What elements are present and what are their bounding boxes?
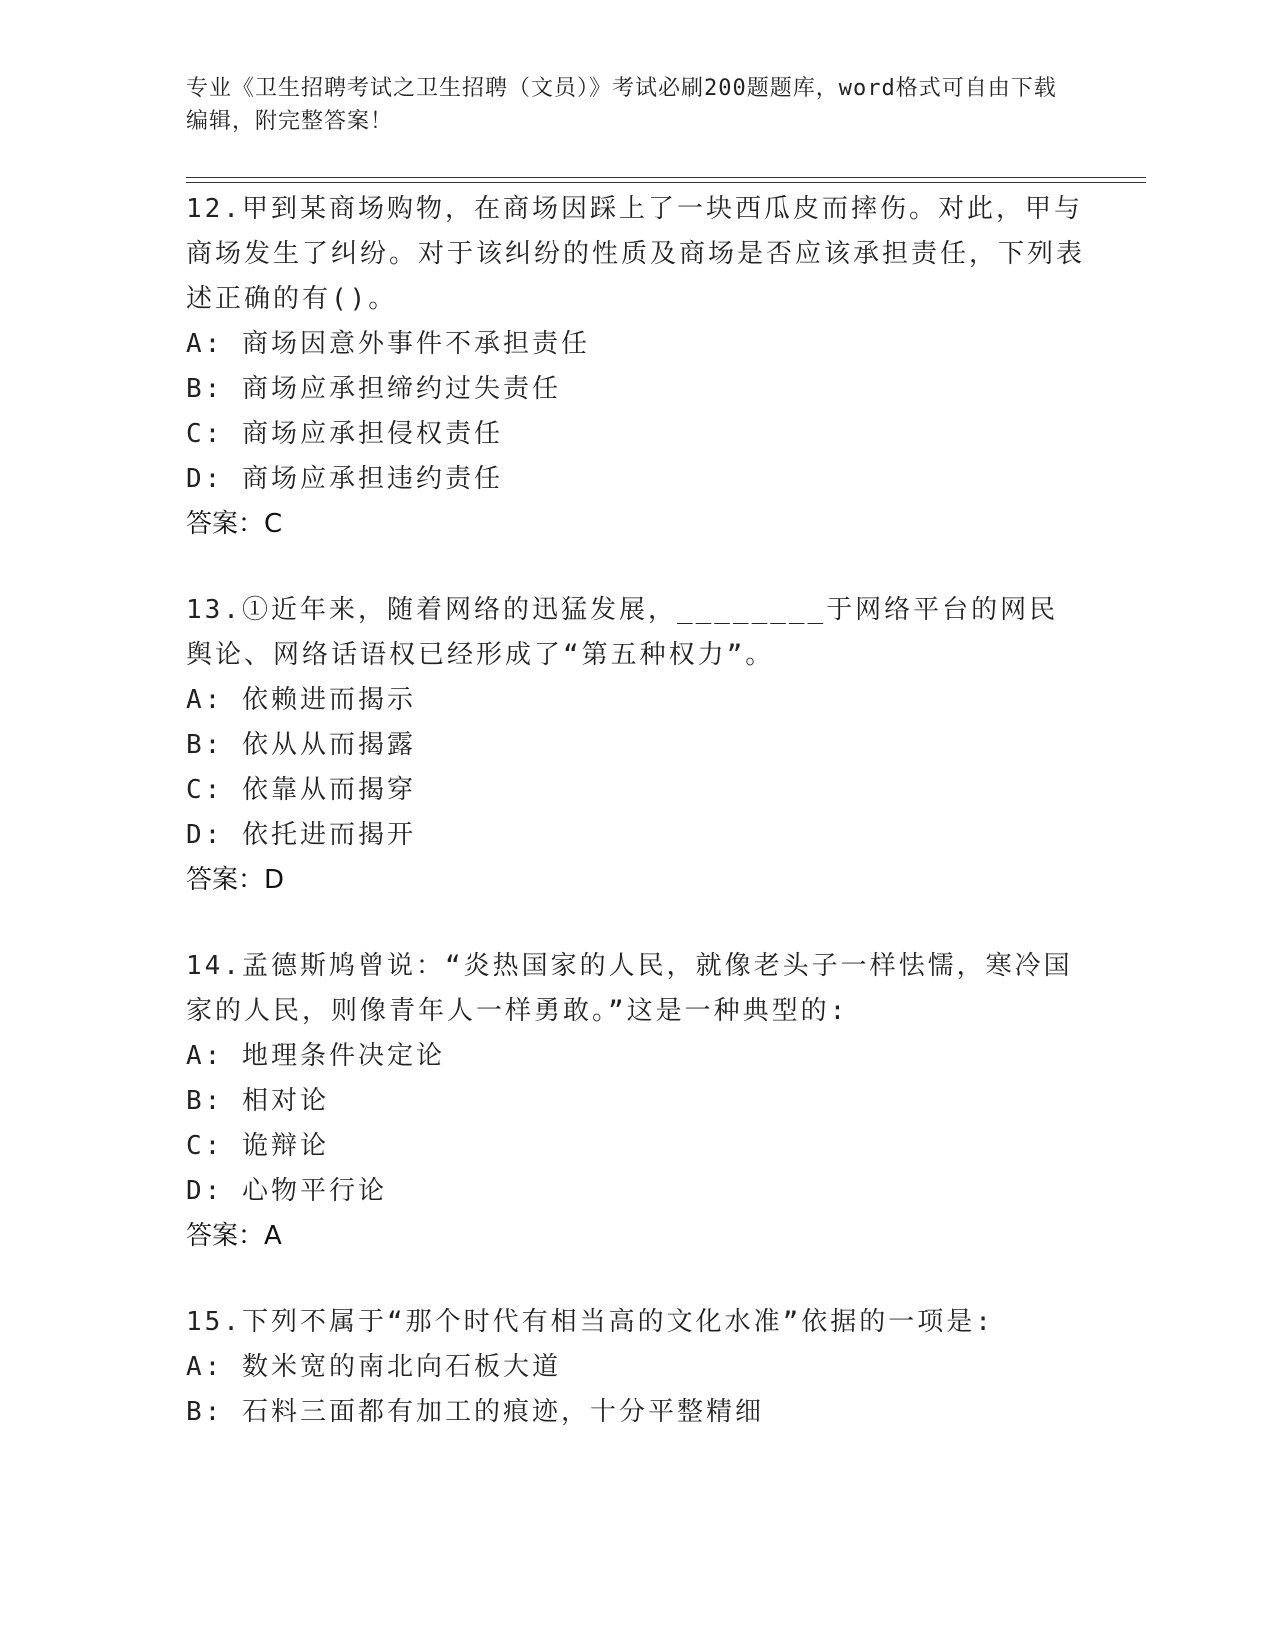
answer-line: 答案：A [186,1221,282,1251]
header-rule-top [186,177,1146,178]
option-c: C: 诡辩论 [186,1131,329,1161]
option-b: B: 商场应承担缔约过失责任 [186,374,561,404]
answer-line: 答案：D [186,865,285,895]
question-13 [186,588,1086,903]
option-b: B: 依从从而揭露 [186,730,416,760]
question-text: 12.甲到某商场购物，在商场因踩上了一块西瓜皮而摔伤。对此，甲与商场发生了纠纷。对于该纠纷的性质及商场是否应该承担责任，下列表述正确的有()。 [186,194,1086,314]
header-title: 专业《卫生招聘考试之卫生招聘（文员）》考试必刷200题题库，word格式可自由下载编辑，附完整答案！ [186,76,1057,134]
option-a: A: 商场因意外事件不承担责任 [186,329,590,359]
option-d: D: 商场应承担违约责任 [186,464,503,494]
option-d: D: 心物平行论 [186,1176,387,1206]
question-list [186,187,1086,1476]
option-d: D: 依托进而揭开 [186,820,416,850]
question-text: 14.孟德斯鸠曾说：“炎热国家的人民，就像老头子一样怯懦，寒冷国家的人民，则像青年人一样勇敢。”这是一种典型的: [186,951,1073,1026]
document-header [186,72,1066,138]
question-12 [186,187,1086,547]
option-c: C: 依靠从而揭穿 [186,775,416,805]
question-text: 13.①近年来，随着网络的迅猛发展，________于网络平台的网民舆论、网络话语权已经形成了“第五种权力”。 [186,595,1059,670]
option-b: B: 相对论 [186,1086,329,1116]
header-rule-bottom [186,182,1146,183]
option-a: A: 依赖进而揭示 [186,685,416,715]
option-c: C: 商场应承担侵权责任 [186,419,503,449]
question-text: 15.下列不属于“那个时代有相当高的文化水准”依据的一项是: [186,1307,994,1337]
option-a: A: 地理条件决定论 [186,1041,445,1071]
option-a: A: 数米宽的南北向石板大道 [186,1352,561,1382]
option-b: B: 石料三面都有加工的痕迹，十分平整精细 [186,1397,764,1427]
answer-line: 答案：C [186,509,283,539]
question-14 [186,944,1086,1259]
question-15 [186,1300,1086,1435]
